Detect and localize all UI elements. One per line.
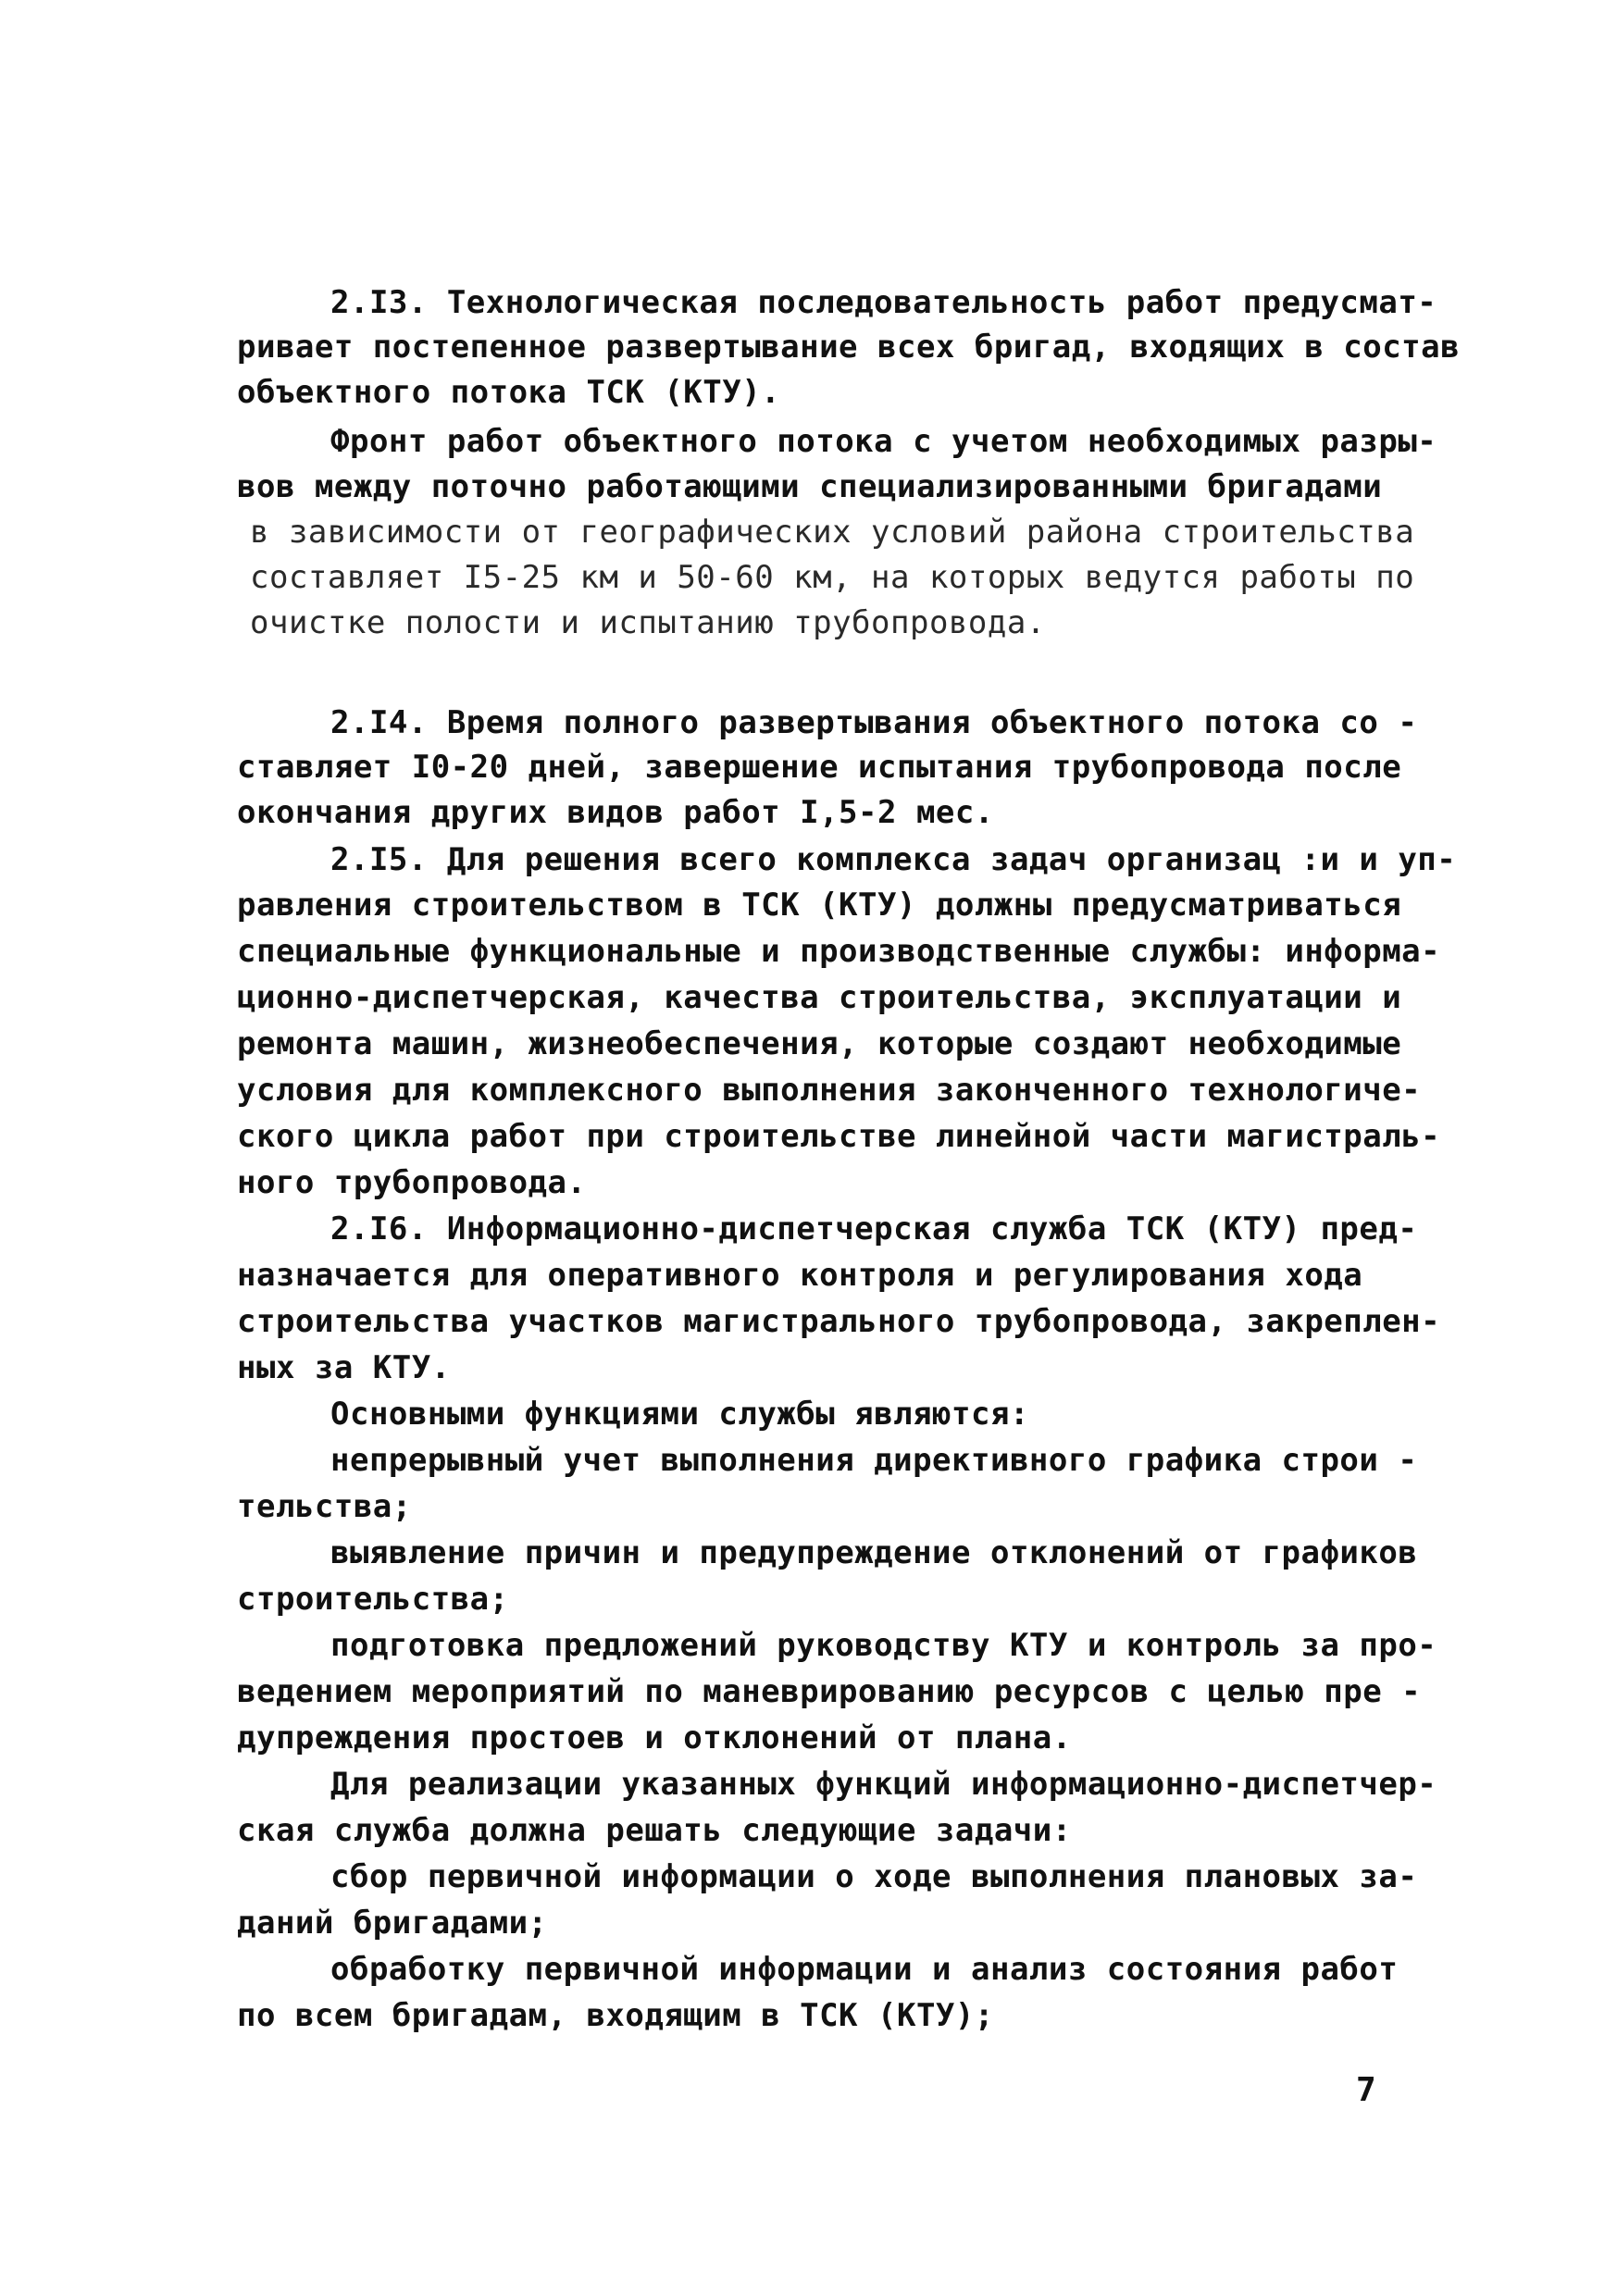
text-line: Основными функциями службы являются: [330, 1396, 1029, 1433]
text-line: непрерывный учет выполнения директивного графика строи - [330, 1442, 1418, 1479]
text-line: ская служба должна решать следующие задачи: [237, 1812, 1072, 1849]
text-line: объектного потока ТСК (КТУ). [237, 374, 781, 411]
text-line: ставляет I0-20 дней, завершение испытания трубопровода после [237, 749, 1402, 786]
text-line: ведением мероприятий по маневрированию ресурсов с целью пре - [237, 1673, 1422, 1710]
text-line: Для реализации указанных функций информационно-диспетчер- [330, 1766, 1437, 1803]
text-line: условия для комплексного выполнения законченного технологиче- [237, 1072, 1422, 1109]
text-line: вов между поточно работающими специализированными бригадами [237, 468, 1383, 505]
text-line: в зависимости от географических условий района строительства [250, 514, 1415, 551]
text-line: ного трубопровода. [237, 1164, 587, 1201]
text-line: 2.I5. Для решения всего комплекса задач организац :и и уп- [330, 841, 1457, 878]
text-line: равления строительством в ТСК (КТУ) должны предусматриваться [237, 887, 1402, 924]
text-line: подготовка предложений руководству КТУ и контроль за про- [330, 1627, 1437, 1664]
text-line: обработку первичной информации и анализ состояния работ [330, 1951, 1399, 1988]
text-line: выявление причин и предупреждение отклонений от графиков [330, 1534, 1418, 1571]
text-line: 2.I4. Время полного развертывания объектного потока со - [330, 704, 1418, 741]
page-number: 7 [1356, 2071, 1376, 2109]
text-line: по всем бригадам, входящим в ТСК (КТУ); [237, 1997, 994, 2034]
text-line: окончания других видов работ I,5-2 мес. [237, 794, 994, 831]
text-line: ционно-диспетчерская, качества строительства, эксплуатации и [237, 979, 1402, 1016]
text-line: даний бригадами; [237, 1905, 548, 1942]
text-line: составляет I5-25 км и 50-60 км, на которых ведутся работы по [250, 559, 1415, 596]
text-line: специальные функциональные и производственные службы: информа- [237, 933, 1441, 970]
text-line: назначается для оперативного контроля и регулирования хода [237, 1257, 1363, 1294]
text-line: Фронт работ объектного потока с учетом необходимых разры- [330, 423, 1437, 460]
text-line: 2.I6. Информационно-диспетчерская служба ТСК (КТУ) пред- [330, 1210, 1418, 1247]
text-line: сбор первичной информации о ходе выполнения плановых за- [330, 1858, 1418, 1895]
text-line: строительства; [237, 1581, 509, 1618]
text-line: очистке полости и испытанию трубопровода. [250, 604, 1046, 641]
text-line: ремонта машин, жизнеобеспечения, которые создают необходимые [237, 1025, 1402, 1062]
text-line: тельства; [237, 1488, 412, 1525]
text-line: строительства участков магистрального трубопровода, закреплен- [237, 1303, 1441, 1340]
text-line: 2.I3. Технологическая последовательность работ предусмат- [330, 284, 1437, 321]
text-line: дупреждения простоев и отклонений от плана. [237, 1719, 1072, 1756]
text-line: ского цикла работ при строительстве линейной части магистраль- [237, 1118, 1441, 1155]
text-line: ных за КТУ. [237, 1349, 451, 1386]
text-line: ривает постепенное развертывание всех бригад, входящих в состав [237, 329, 1461, 366]
